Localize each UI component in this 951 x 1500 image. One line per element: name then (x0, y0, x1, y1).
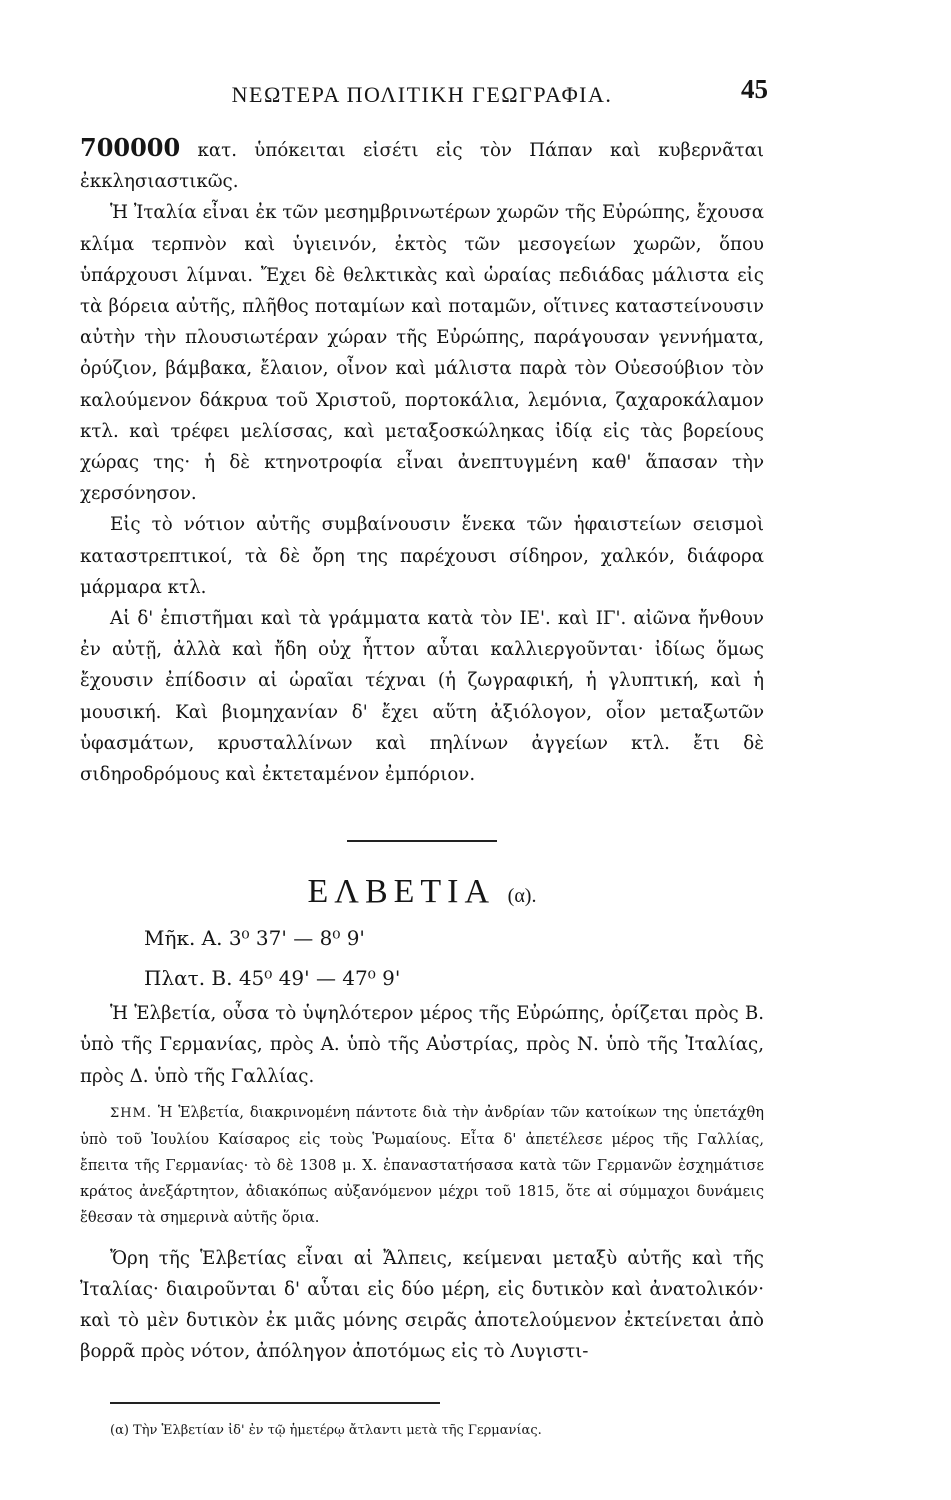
page-header (80, 72, 768, 116)
footnote-rule (110, 1402, 440, 1404)
page-number: 45 (741, 74, 768, 104)
section-title: ΕΛΒΕΤΙΑ (307, 873, 494, 911)
paragraph-italy-arts: Αἱ δ' ἐπιστῆμαι καὶ τὰ γράμματα κατὰ τὸν ΙΕ'. καὶ ΙΓ'. αἰῶνα ἤνθουν ἐν αὐτῇ, ἀλλὰ καὶ ἤδη οὐχ ἧττον αὗται καλλιεργοῦνται· ἰδίως ὅμως ἔχουσιν ἐπίδοσιν αἱ ὡραῖαι τέχναι (ἡ ζωγραφική, ἡ γλυπτική, καὶ ἡ μουσική. Καὶ βιομηχανίαν δ' ἔχει αὕτη ἀξιόλογον, οἷον μεταξωτῶν ὑφασμάτων, κρυσταλλίνων καὶ πηλίνων ἀγγείων κτλ. ἔτι δὲ σιδηροδρόμους καὶ ἐκτεταμένον ἐμπόριον. (80, 608, 764, 786)
section-heading (80, 870, 764, 914)
section-divider (347, 840, 497, 842)
footnote-marker: (α). (507, 885, 537, 908)
intro-text: κατ. ὑπόκειται εἰσέτι εἰς τὸν Πάπαν καὶ κυβερνᾶται ἐκκλησιαστικῶς. (80, 140, 764, 193)
running-title: ΝΕΩΤΕΡΑ ΠΟΛΙΤΙΚΗ ΓΕΩΓΡΑΦΙΑ. (231, 82, 613, 107)
note-label: ΣΗΜ. (110, 1105, 152, 1121)
latitude-line: Πλατ. Β. 45⁰ 49' — 47⁰ 9' (144, 966, 401, 991)
historical-note (80, 1100, 764, 1231)
paragraph-mountains: Ὄρη τῆς Ἑλβετίας εἶναι αἱ Ἄλπεις, κείμεναι μεταξὺ αὐτῆς καὶ τῆς Ἰταλίας· διαιροῦνται δ' αὗται εἰς δύο μέρη, εἰς δυτικὸν καὶ ἀνατολικόν· καὶ τὸ μὲν δυτικὸν ἐκ μιᾶς μόνης σειρᾶς ἀποτελούμενον ἐκτείνεται ἀπὸ βορρᾶ πρὸς νότον, ἀπόληγον ἀποτόμως εἰς τὸ Λυγιστι- (80, 1247, 764, 1363)
paragraph-intro (80, 132, 764, 197)
footnote: (α) Τὴν Ἑλβετίαν ἰδ' ἐν τῷ ἡμετέρῳ ἄτλαντι μετὰ τῆς Γερμανίας. (110, 1422, 542, 1438)
note-text: Ἡ Ἑλβετία, διακρινομένη πάντοτε διὰ τὴν ἀνδρίαν τῶν κατοίκων της ὑπετάχθη ὑπὸ τοῦ Ἰουλίου Καίσαρος εἰς τοὺς Ῥωμαίους. Εἶτα δ' ἀπετέλεσε μέρος τῆς Γαλλίας, ἔπειτα τῆς Γερμανίας· τὸ δὲ 1308 μ. Χ. ἐπαναστατήσασα κατὰ τῶν Γερμανῶν ἐσχημάτισε κράτος ἀνεξάρτητον, ἀδιακόπως αὐξανόμενον μέχρι τοῦ 1815, ὅτε αἱ σύμμαχοι δυνάμεις ἔθεσαν τὰ σημερινὰ αὐτῆς ὅρια. (80, 1103, 764, 1226)
paragraph-italy-south: Εἰς τὸ νότιον αὐτῆς συμβαίνουσιν ἕνεκα τῶν ἡφαιστείων σεισμοὶ καταστρεπτικοί, τὰ δὲ ὄρη της παρέχουσι σίδηρον, χαλκόν, διάφορα μάρμαρα κτλ. (80, 514, 764, 598)
longitude-line: Μῆκ. Α. 3⁰ 37' — 8⁰ 9' (144, 926, 365, 951)
paragraph-borders: Ἡ Ἑλβετία, οὖσα τὸ ὑψηλότερον μέρος τῆς Εὐρώπης, ὁρίζεται πρὸς Β. ὑπὸ τῆς Γερμανίας, πρὸς Α. ὑπὸ τῆς Αὐστρίας, πρὸς Ν. ὑπὸ τῆς Ἰταλίας, πρὸς Δ. ὑπὸ τῆς Γαλλίας. (80, 1003, 764, 1087)
population-number: 700000 (80, 133, 181, 162)
paragraph-italy-climate: Ἡ Ἰταλία εἶναι ἐκ τῶν μεσημβρινωτέρων χωρῶν τῆς Εὐρώπης, ἔχουσα κλίμα τερπνὸν καὶ ὑγιεινόν, ἐκτὸς τῶν μεσογείων χωρῶν, ὅπου ὑπάρχουσι λίμναι. Ἔχει δὲ θελκτικὰς καὶ ὡραίας πεδιάδας μάλιστα εἰς τὰ βόρεια αὐτῆς, πλῆθος ποταμίων καὶ ποταμῶν, οἵτινες καταστείνουσιν αὐτὴν τὴν πλουσιωτέραν χώραν τῆς Εὐρώπης, παράγουσαν γεννήματα, ὀρύζιον, βάμβακα, ἔλαιον, οἶνον καὶ μάλιστα παρὰ τὸν Οὐεσούβιον τὸν καλούμενον δάκρυα τοῦ Χριστοῦ, πορτοκάλια, λεμόνια, ζαχαροκάλαμον κτλ. καὶ τρέφει μελίσσας, καὶ μεταξοσκώληκας ἰδίᾳ εἰς τὰς βορείους χώρας της· ἡ δὲ κτηνοτροφία εἶναι ἀνεπτυγμένη καθ' ἅπασαν τὴν χερσόνησον. (80, 202, 764, 505)
main-text (80, 132, 764, 1442)
